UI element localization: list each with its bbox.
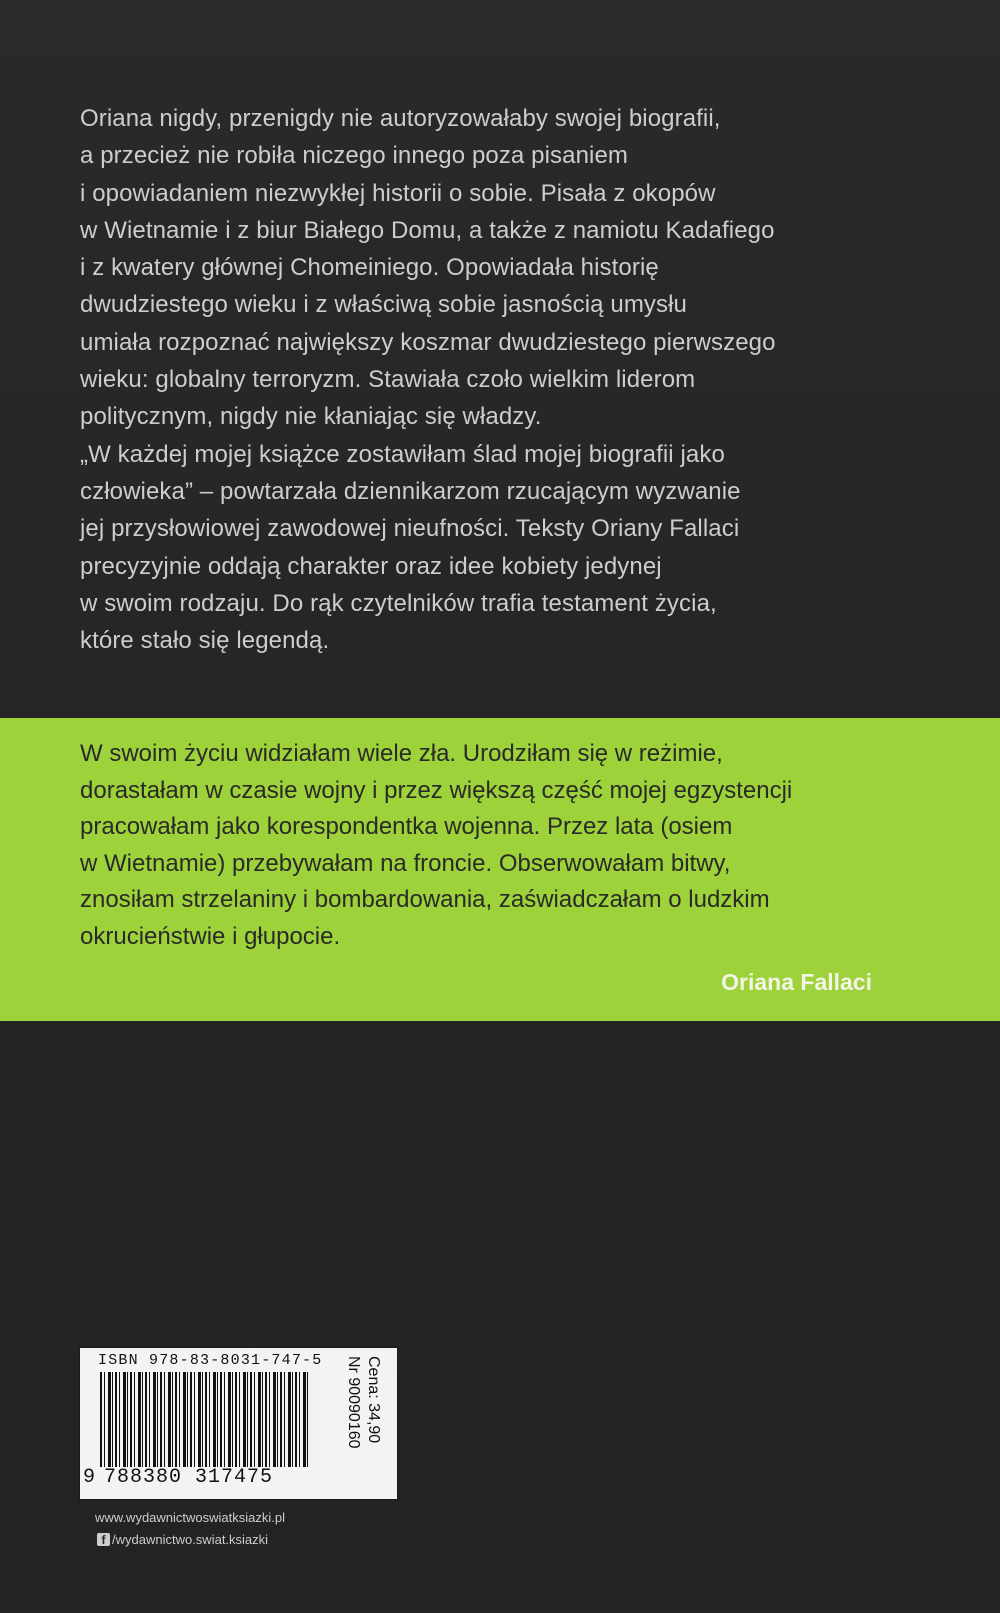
blurb-text [80, 100, 910, 659]
author-quote [80, 736, 920, 956]
price: Cena: 34,90 [365, 1356, 382, 1444]
quote-line: W swoim życiu widziałam wiele zła. Urodziłam się w reżimie, [80, 740, 723, 767]
catalog-number: Nr 90090160 [345, 1356, 362, 1449]
blurb-line: „W każdej mojej książce zostawiłam ślad mojej biografii jako [80, 440, 725, 468]
blurb-line: i z kwatery głównej Chomeiniego. Opowiadała historię [80, 254, 659, 282]
blurb-line: dwudziestego wieku i z właściwą sobie jasnością umysłu [80, 291, 688, 319]
ean-number: 788380 317475 [104, 1466, 274, 1489]
quote-line: dorastałam w czasie wojny i przez większą część mojej egzystencji [80, 776, 793, 804]
facebook-icon: f [97, 1533, 110, 1546]
quote-line: pracowałam jako korespondentka wojenna. Przez lata (osiem [80, 813, 733, 841]
quote-line: znosiłam strzelaniny i bombardowania, zaświadczałam o ludzkim [80, 886, 770, 914]
blurb-line: umiała rozpoznać największy koszmar dwudziestego pierwszego [80, 328, 776, 356]
blurb-line: człowieka” – powtarzała dziennikarzom rzucającym wyzwanie [80, 477, 741, 505]
blurb-line: jej przysłowiowej zawodowej nieufności. Teksty Oriany Fallaci [80, 515, 740, 543]
blurb-line: w swoim rodzaju. Do rąk czytelników trafia testament życia, [80, 589, 717, 617]
quote-line: w Wietnamie) przebywałam na froncie. Obserwowałam bitwy, [80, 849, 731, 877]
blurb-line: w Wietnamie i z biur Białego Domu, a także z namiotu Kadafiego [80, 216, 775, 244]
blurb-line: a przecież nie robiła niczego innego poza pisaniem [80, 142, 628, 170]
barcode-icon [100, 1372, 310, 1467]
quote-line: okrucieństwie i głupocie. [80, 922, 341, 950]
publisher-social: /wydawnictwo.swiat.ksiazki [112, 1532, 269, 1547]
blurb-line: wieku: globalny terroryzm. Stawiała czoło wielkim liderom [80, 366, 696, 394]
blurb-line: precyzyjnie oddają charakter oraz idee kobiety jedynej [80, 552, 662, 580]
quote-author: Oriana Fallaci [721, 969, 872, 995]
ean-prefix: 9 [83, 1466, 96, 1489]
blurb-line: które stało się legendą. [80, 627, 330, 655]
blurb-line: Oriana nigdy, przenigdy nie autoryzowałaby swojej biografii, [80, 105, 721, 132]
isbn-number: ISBN 978-83-8031-747-5 [98, 1352, 323, 1369]
barcode-label [79, 1347, 398, 1500]
blurb-line: i opowiadaniem niezwykłej historii o sobie. Pisała z okopów [80, 179, 716, 207]
publisher-website: www.wydawnictwoswiatksiazki.pl [95, 1510, 285, 1525]
blurb-line: politycznym, nigdy nie kłaniając się władzy. [80, 403, 542, 431]
